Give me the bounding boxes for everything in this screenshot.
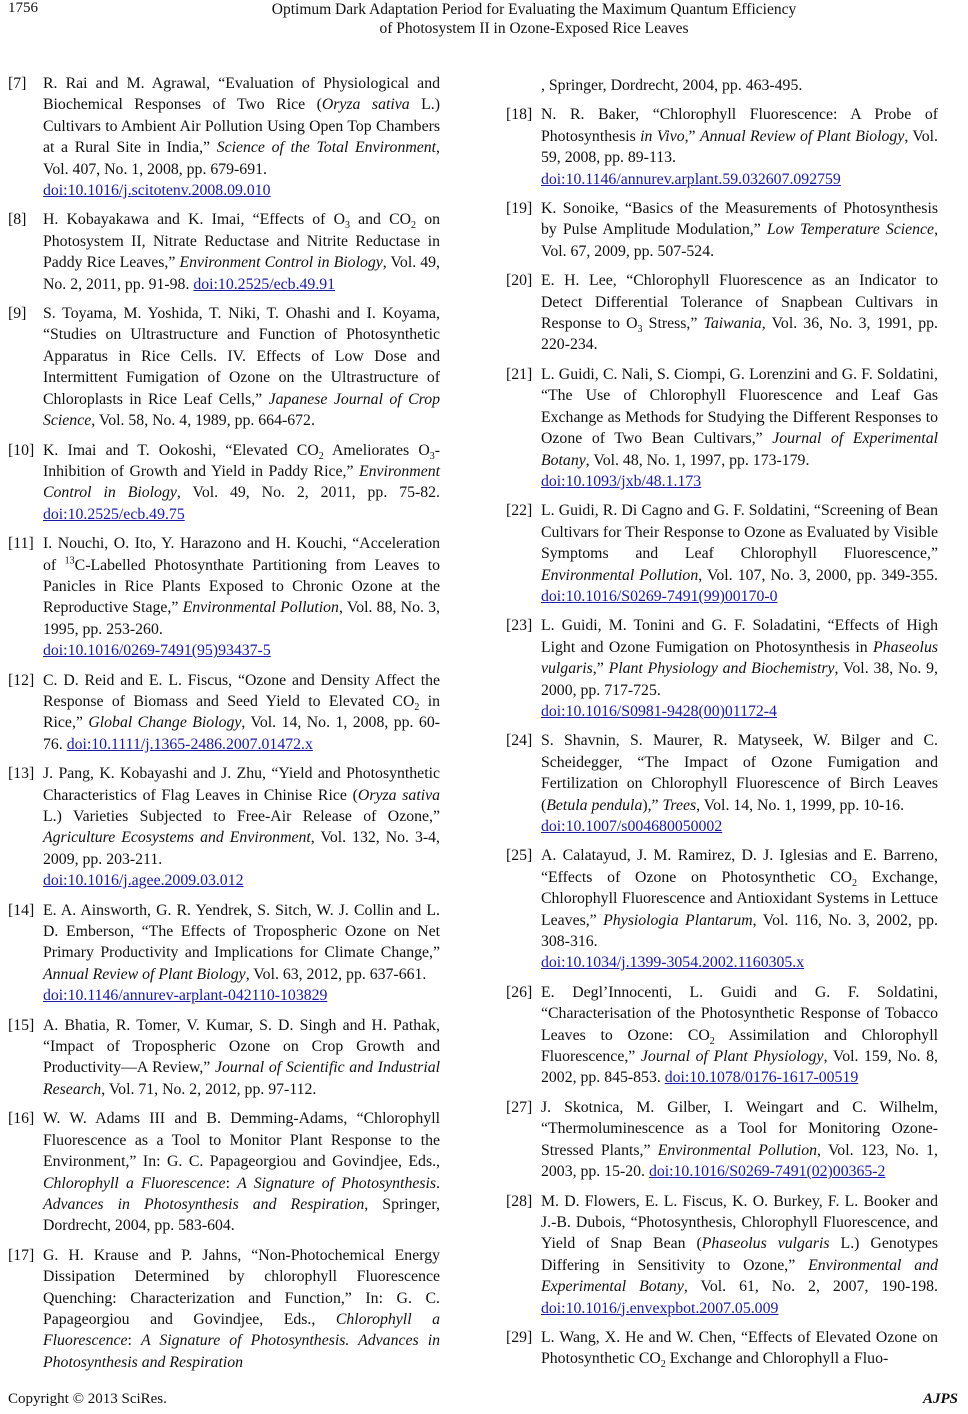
reference-number: [7] — [8, 75, 27, 92]
reference-number: [27] — [506, 1098, 533, 1116]
doi-link[interactable]: doi:10.1146/annurev.arplant.59.032607.092759 — [541, 170, 841, 188]
reference-number: [13] — [8, 765, 35, 783]
doi-link[interactable]: doi:10.1016/j.envexpbot.2007.05.009 — [541, 1299, 779, 1317]
copyright-footer: Copyright © 2013 SciRes. — [8, 1391, 167, 1407]
reference-18 — [506, 104, 938, 190]
reference-number: [8] — [8, 211, 27, 229]
running-header-line2: of Photosystem II in Ozone-Exposed Rice Leaves — [379, 20, 689, 37]
reference-number: [11] — [8, 535, 34, 553]
reference-17 — [8, 1245, 440, 1373]
reference-text: N. R. Baker, “Chlorophyll Fluorescence: A Probe of Photosynthesis in Vivo,” Annual Review of Plant Biology, Vol. 59, 2008, pp. 89-113. doi:10.1146/annurev.arplant.59.032607.092759 — [541, 106, 938, 188]
reference-number: [15] — [8, 1016, 35, 1034]
reference-15 — [8, 1015, 440, 1101]
reference-text: J. Pang, K. Kobayashi and J. Zhu, “Yield and Photosynthetic Characteristics of Flag Leaves in Chinise Rice (Oryza sativa L.) Varieties Subjected to Free-Air Release of Ozone,” Agriculture Ecosystems and Environment, Vol. 132, No. 3-4, 2009, pp. 203-211. doi:10.1016/j.agee.2009.03.012 — [43, 765, 441, 890]
doi-link[interactable]: doi:10.1016/j.agee.2009.03.012 — [43, 872, 244, 890]
reference-text: E. H. Lee, “Chlorophyll Fluorescence as an Indicator to Detect Differential Tolerance of Snapbean Cultivars in Response to $O_3$ Stress,” Taiwania, Vol. 36, No. 3, 1991, pp. 220-234. — [541, 272, 938, 354]
doi-link[interactable]: doi:10.1034/j.1399-3054.2002.1160305.x — [541, 954, 805, 972]
reference-text: J. Skotnica, M. Gilber, I. Weingart and C. Wilhelm, “Thermoluminescence as a Tool for Monitoring Ozone-Stressed Plants,” Environmental Pollution, Vol. 123, No. 1, 2003, pp. 15-20. doi:10.1016/S0269-7491(02)00365-2 — [541, 1098, 938, 1181]
reference-number: [9] — [8, 305, 27, 323]
reference-text: I. Nouchi, O. Ito, Y. Harazono and H. Kouchi, “Acceleration of $^{13}$C-Labelled Photosynthate Partitioning from Leaves to Panicles in Rice Plants Exposed to Chronic Ozone at the Reproductive Stage,” Environmental Pollution, Vol. 88, No. 3, 1995, pp. 253-260. doi:10.1016/0269-7491(95)93437-5 — [43, 535, 440, 660]
reference-number: [25] — [506, 847, 533, 865]
reference-text: L. Guidi, M. Tonini and G. F. Soladatini, “Effects of High Light and Ozone Fumigation on Photosynthesis in Phaseolus vulgaris,” Plant Physiology and Biochemistry, Vol. 38, No. 9, 2000, pp. 717-725. doi:10.1016/S0981-9428(00)01172-4 — [541, 617, 938, 720]
reference-text: L. Guidi, C. Nali, S. Ciompi, G. Lorenzini and G. F. Soldatini, “The Use of Chlorophyll Fluorescence and Leaf Gas Exchange as Methods for Studying the Different Responses to Ozone of Two Bean Cultivars,” Journal of Experimental Botany, Vol. 48, No. 1, 1997, pp. 173-179. doi:10.1093/jxb/48.1.173 — [541, 365, 938, 490]
reference-22 — [506, 500, 938, 607]
reference-number: [18] — [506, 106, 533, 124]
reference-text: L. Guidi, R. Di Cagno and G. F. Soldatini, “Screening of Bean Cultivars for Their Response to Ozone as Evaluated by Visible Symptoms and Leaf Chlorophyll Fluorescence,” Environmental Pollution, Vol. 107, No. 3, 2000, pp. 349-355. doi:10.1016/S0269-7491(99)00170-0 — [541, 502, 938, 605]
doi-link[interactable]: doi:10.1146/annurev-arplant-042110-103829 — [43, 987, 328, 1005]
doi-link[interactable]: doi:10.1016/S0981-9428(00)01172-4 — [541, 702, 777, 720]
reference-number: [23] — [506, 617, 533, 635]
reference-text: K. Sonoike, “Basics of the Measurements of Photosynthesis by Pulse Amplitude Modulation,” Low Temperature Science, Vol. 67, 2009, pp. 507-524. — [541, 200, 939, 260]
reference-text: , Springer, Dordrecht, 2004, pp. 463-495. — [541, 77, 803, 94]
reference-11 — [8, 533, 440, 661]
reference-text: A. Bhatia, R. Tomer, V. Kumar, S. D. Singh and H. Pathak, “Impact of Tropospheric Ozone on Crop Growth and Productivity—A Review,” Journal of Scientific and Industrial Research, Vol. 71, No. 2, 2012, pp. 97-112. — [43, 1016, 440, 1098]
reference-9 — [8, 303, 440, 431]
reference-text: S. Shavnin, S. Maurer, R. Matyseek, W. Bilger and C. Scheidegger, “The Impact of Ozone Fumigation and Fertilization on Chlorophyll Fluorescence of Birch Leaves (Betula pendula),” Trees, Vol. 14, No. 1, 1999, pp. 10-16. doi:10.1007/s004680050002 — [541, 732, 938, 835]
reference-7 — [8, 73, 440, 201]
reference-text: M. D. Flowers, E. L. Fiscus, K. O. Burkey, F. L. Booker and J.-B. Dubois, “Photosynthesis, Chlorophyll Fluorescence, and Yield of Snap Bean (Phaseolus vulgaris L.) Genotypes Differing in Sensitivity to Ozone,” Environmental and Experimental Botany, Vol. 61, No. 2, 2007, 190-198. doi:10.1016/j.envexpbot.2007.05.009 — [541, 1192, 939, 1317]
reference-number: [29] — [506, 1328, 533, 1346]
reference-text: E. A. Ainsworth, G. R. Yendrek, S. Sitch, W. J. Collin and L. D. Emberson, “The Effects of Tropospheric Ozone on Net Primary Productivity and Implications for Climate Change,” Annual Review of Plant Biology, Vol. 63, 2012, pp. 637-661. doi:10.1146/annurev-arplant-042110-103829 — [43, 901, 440, 1005]
reference-23 — [506, 615, 938, 722]
reference-number: [22] — [506, 502, 533, 520]
reference-text: A. Calatayud, J. M. Ramirez, D. J. Iglesias and E. Barreno, “Effects of Ozone on Photosynthetic $CO_2$ Exchange, Chlorophyll Fluorescence and Antioxidant Systems in Lettuce Leaves,” Physiologia Plantarum, Vol. 116, No. 3, 2002, pp. 308-316. doi:10.1034/j.1399-3054.2002.1160305.x — [541, 847, 939, 972]
doi-link[interactable]: doi:10.1007/s004680050002 — [541, 818, 723, 835]
reference-text: H. Kobayakawa and K. Imai, “Effects of $O_3$ and $CO_2$ on Photosystem II, Nitrate Reductase and Nitrite Reductase in Paddy Rice Leaves,” Environment Control in Biology, Vol. 49, No. 2, 2011, pp. 91-98. doi:10.2525/ecb.49.91 — [43, 211, 441, 293]
reference-number: [26] — [506, 983, 533, 1001]
journal-abbreviation: AJPS — [922, 1391, 958, 1407]
reference-text: C. D. Reid and E. L. Fiscus, “Ozone and Density Affect the Response of Biomass and Seed Yield to Elevated $CO_2$ in Rice,” Global Change Biology, Vol. 14, No. 1, 2008, pp. 60-76. doi:10.1111/j.1365-2486.2007.01472.x — [43, 671, 440, 753]
reference-20 — [506, 270, 938, 356]
reference-14 — [8, 900, 440, 1007]
doi-link[interactable]: doi:10.1016/j.scitotenv.2008.09.010 — [43, 182, 271, 200]
page-number: 1756 — [8, 0, 38, 16]
reference-24 — [506, 730, 938, 837]
references-left-column — [8, 73, 440, 1381]
doi-link[interactable]: doi:10.1016/S0269-7491(99)00170-0 — [541, 587, 778, 605]
reference-text: L. Wang, X. He and W. Chen, “Effects of Elevated Ozone on Photosynthetic $CO_2$ Exchange and Chlorophyll a Fluo- — [541, 1328, 938, 1371]
reference-text: W. W. Adams III and B. Demming-Adams, “Chlorophyll Fluorescence as a Tool to Monitor Plant Response to the Environment,” In: G. C. Papageorgiou and Govindjee, Eds., Chlorophyll a Fluorescence: A Signature of Photosynthesis. Advances in Photosynthesis and Respiration, Springer, Dordrecht, 2004, pp. 583-604. — [43, 1110, 440, 1235]
reference-10 — [8, 440, 440, 526]
reference-number: [21] — [506, 365, 533, 383]
reference-number: [20] — [506, 272, 533, 290]
reference-number: [19] — [506, 200, 533, 218]
doi-link[interactable]: doi:10.2525/ecb.49.91 — [193, 275, 336, 293]
reference-13 — [8, 763, 440, 891]
reference-text: G. H. Krause and P. Jahns, “Non-Photochemical Energy Dissipation Determined by chlorophyll Fluorescence Quenching: Characterization and Function,” In: G. C. Papageorgiou and Govindjee, Eds., Chlorophyll a Fluorescence: A Signature of Photosynthesis. Advances in Photosynthesis and Respiration — [43, 1246, 440, 1371]
reference-text: R. Rai and M. Agrawal, “Evaluation of Physiological and Biochemical Responses of Two Rice (Oryza sativa L.) Cultivars to Ambient Air Pollution Using Open Top Chambers at a Rural Site in India,” Science of the Total Environment, Vol. 407, No. 1, 2008, pp. 679-691. doi:10.1016/j.scitotenv.2008.09.010 — [43, 75, 441, 200]
reference-number: [12] — [8, 671, 35, 689]
doi-link[interactable]: doi:10.1111/j.1365-2486.2007.01472.x — [66, 735, 313, 753]
reference-number: [14] — [8, 901, 35, 919]
reference-text: E. Degl’Innocenti, L. Guidi and G. F. Soldatini, “Characterisation of the Photosynthetic Response of Tobacco Leaves to Ozone: $CO_2$ Assimilation and Chlorophyll Fluorescence,” Journal of Plant Physiology, Vol. 159, No. 8, 2002, pp. 845-853. doi:10.1078/0176-1617-00519 — [541, 983, 938, 1087]
reference-8 — [8, 209, 440, 295]
reference-16 — [8, 1108, 440, 1236]
reference-12 — [8, 670, 440, 756]
reference-25 — [506, 845, 938, 973]
reference-number: [28] — [506, 1192, 533, 1210]
reference-21 — [506, 364, 938, 492]
reference-text: K. Imai and T. Ookoshi, “Elevated $CO_2$ Ameliorates $O_3$-Inhibition of Growth and Yield in Paddy Rice,” Environment Control in Biology, Vol. 49, No. 2, 2011, pp. 75-82. doi:10.2525/ecb.49.75 — [43, 441, 440, 523]
reference-19 — [506, 198, 938, 262]
doi-link[interactable]: doi:10.1016/0269-7491(95)93437-5 — [43, 642, 271, 660]
running-header-line1: Optimum Dark Adaptation Period for Evaluating the Maximum Quantum Efficiency — [271, 1, 797, 18]
doi-link[interactable]: doi:10.1093/jxb/48.1.173 — [541, 472, 702, 490]
reference-number: [17] — [8, 1246, 35, 1264]
doi-link[interactable]: doi:10.1078/0176-1617-00519 — [664, 1069, 859, 1087]
references-right-column — [506, 75, 938, 1378]
reference-28 — [506, 1191, 938, 1319]
running-header — [140, 0, 928, 38]
doi-link[interactable]: doi:10.1016/S0269-7491(02)00365-2 — [648, 1163, 886, 1181]
reference-number: [16] — [8, 1110, 35, 1128]
reference-text: S. Toyama, M. Yoshida, T. Niki, T. Ohashi and I. Koyama, “Studies on Ultrastructure and Function of Photosynthetic Apparatus in Rice Cells. IV. Effects of Low Dose and Intermittent Fumigation of Ozone on the Ultrastructure of Chloroplasts in Rice Leaf Cells,” Japanese Journal of Crop Science, Vol. 58, No. 4, 1989, pp. 664-672. — [43, 305, 440, 430]
doi-link[interactable]: doi:10.2525/ecb.49.75 — [43, 505, 185, 523]
reference-number: [10] — [8, 441, 35, 459]
reference-27 — [506, 1097, 938, 1183]
reference-17-continued — [506, 75, 938, 96]
reference-29 — [506, 1327, 938, 1370]
reference-number: [24] — [506, 732, 533, 750]
reference-26 — [506, 982, 938, 1089]
